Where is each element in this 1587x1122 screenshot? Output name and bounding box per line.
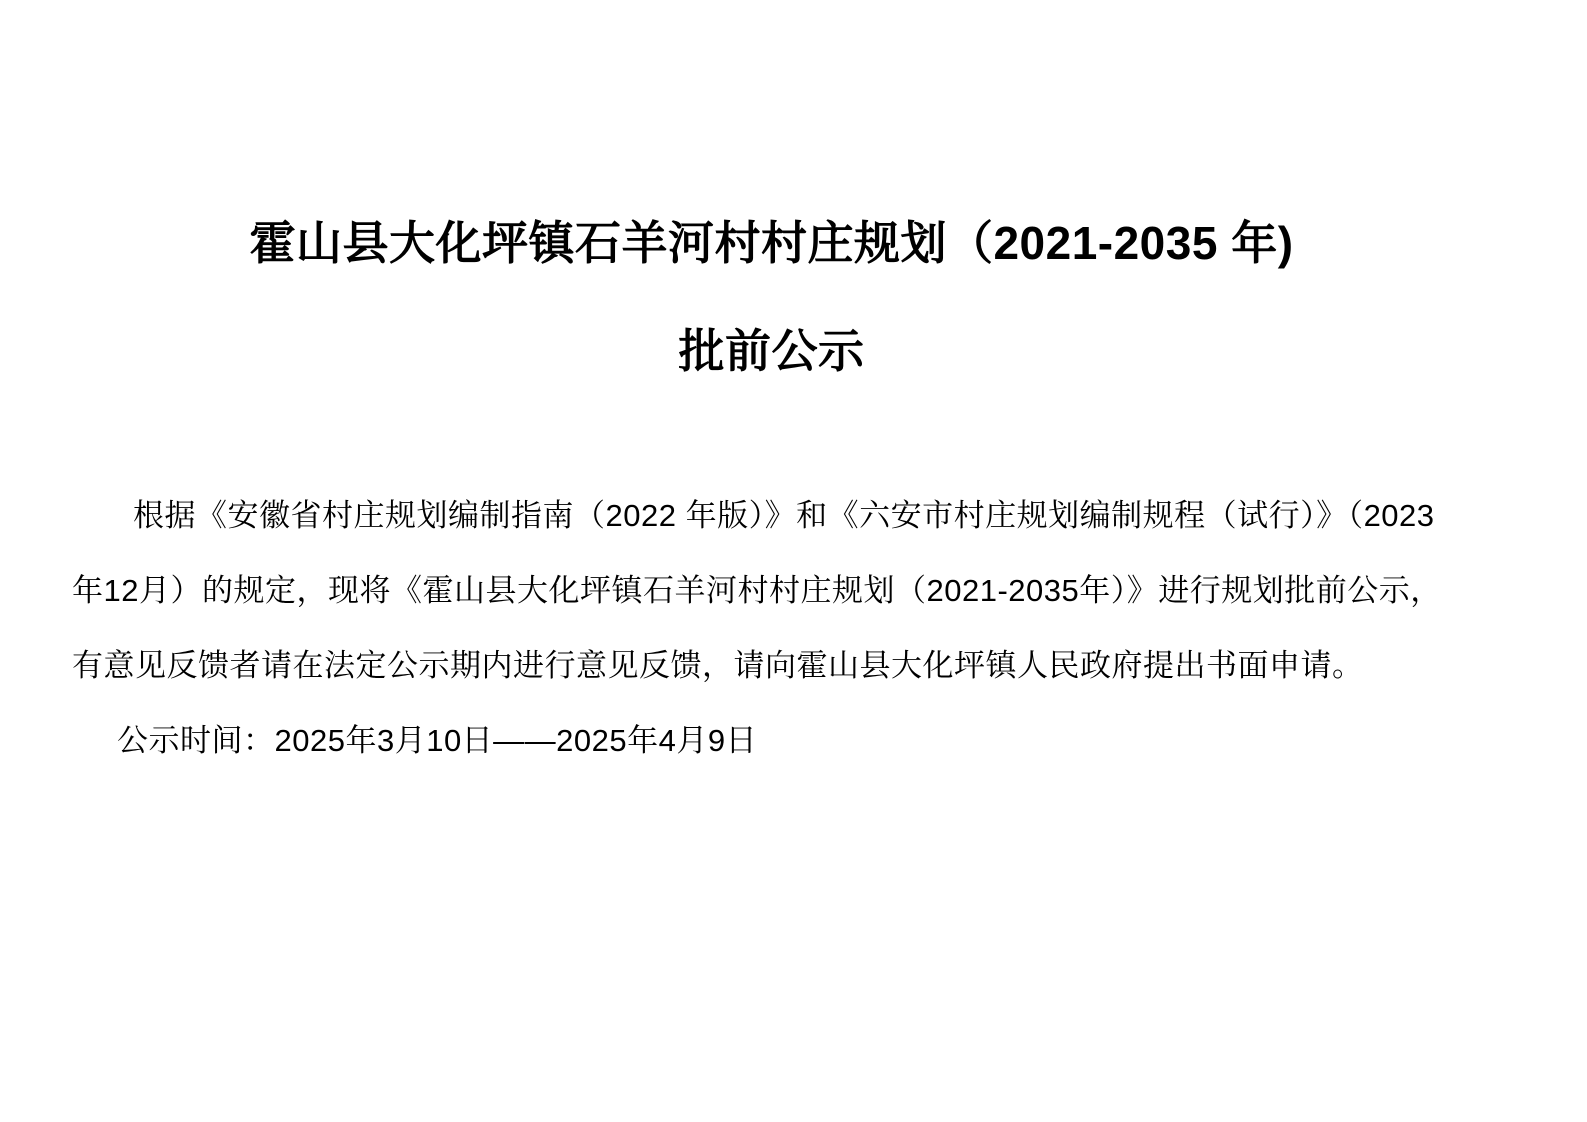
notice-body-line2: 年12月）的规定，现将《霍山县大化坪镇石羊河村村庄规划（2021-2035年）》进行规划批前公示， (72, 573, 1442, 608)
document-title-line2: 批前公示 (678, 325, 865, 377)
notice-body-line1: 根据《安徽省村庄规划编制指南（2022 年版）》和《六安市村庄规划编制规程（试行）》（2023 (133, 498, 1435, 533)
notice-body-line3: 有意见反馈者请在法定公示期内进行意见反馈，请向霍山县大化坪镇人民政府提出书面申请。 (72, 648, 1364, 683)
document-title-line1: 霍山县大化坪镇石羊河村村庄规划（2021-2035 年) (249, 217, 1294, 269)
publicity-period-line: 公示时间：2025年3月10日——2025年4月9日 (117, 723, 758, 758)
